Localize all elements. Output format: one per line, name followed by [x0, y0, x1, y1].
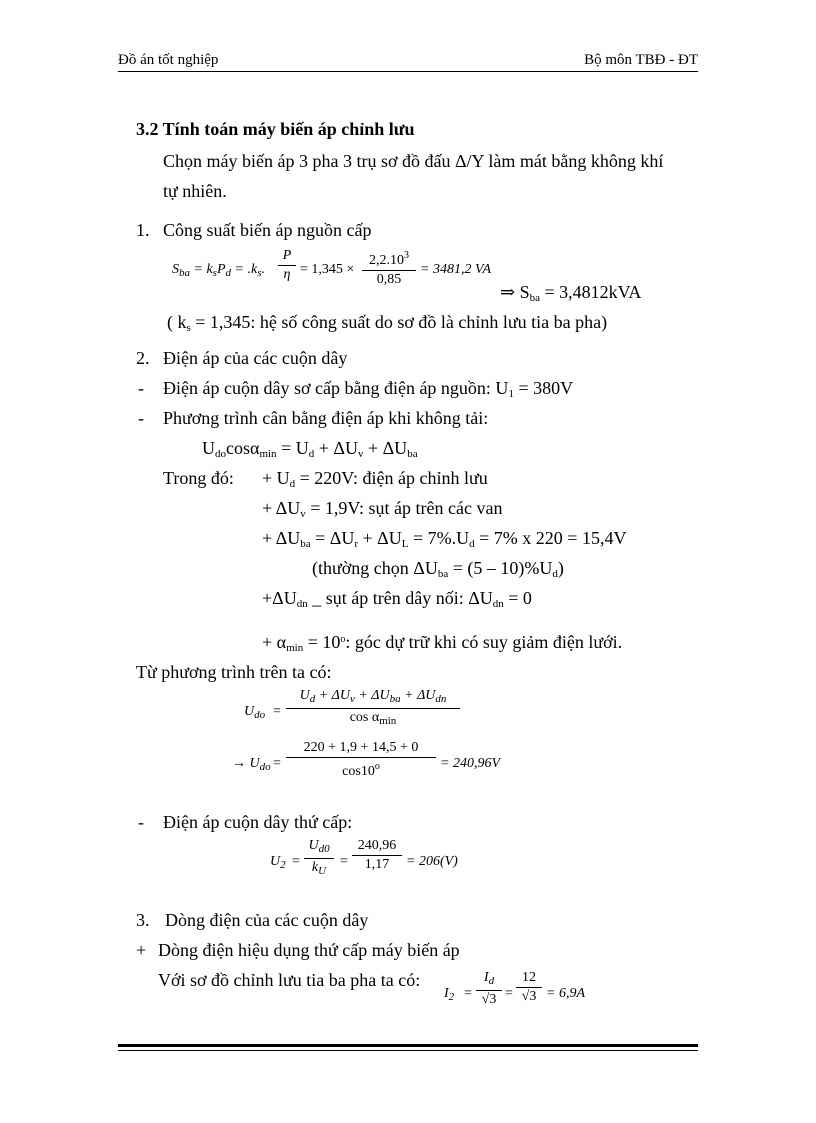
secondary-voltage-heading: Điện áp cuộn dây thứ cấp:: [163, 812, 353, 832]
from-equation: Từ phương trình trên ta có:: [136, 662, 332, 682]
header-left: Đồ án tốt nghiệp: [118, 52, 219, 68]
item2-number: 2.: [136, 348, 150, 368]
where-ud: + $U_d = 220V$: điện áp chỉnh lưu: [262, 468, 488, 490]
bullet-dash: -: [138, 812, 144, 832]
where-udn: $+\Delta U_{dn}$ _ sụt áp trên dây nối: $\Delta U_{dn} = 0$: [262, 588, 532, 610]
bullet-dash: -: [138, 408, 144, 428]
power-note: ( $k_s = 1,345$: hệ số công suất do sơ đồ là chỉnh lưu tia ba pha): [167, 312, 608, 334]
item1-title: Công suất biến áp nguồn cấp: [163, 220, 372, 240]
where-label: Trong đó:: [163, 468, 234, 488]
where-alpha: + $\alpha_{min} = 10^o$: góc dự trữ khi có suy giảm điện lưới.: [262, 632, 623, 654]
where-uba-note: (thường chọn $\Delta U_{ba} = (5 - 10)\%U_d$): [312, 558, 564, 580]
item3-number: 3.: [136, 910, 150, 930]
primary-voltage: Điện áp cuộn dây sơ cấp bằng điện áp nguồn: $U_1 = 380V$: [163, 378, 574, 400]
where-uba: + $\Delta U_{ba} = \Delta U_r + \Delta U_L = 7\%.U_d = 7\%$ x 220 = 15,4V: [262, 528, 627, 550]
header-right: Bộ môn TBĐ - ĐT: [584, 52, 698, 68]
intro-line-2: tự nhiên.: [163, 181, 227, 201]
item1-number: 1.: [136, 220, 150, 240]
power-result: ⇒ $S_{ba} = 3,4812kVA$: [500, 282, 642, 304]
item2-title: Điện áp của các cuộn dây: [163, 348, 348, 368]
current-intro: Với sơ đồ chỉnh lưu tia ba pha ta có:: [158, 970, 421, 990]
item3-title: Dòng điện của các cuộn dây: [165, 910, 369, 930]
where-uv: + $\Delta U_v = 1,9V$: sụt áp trên các van: [262, 498, 503, 520]
bullet-dash: -: [138, 378, 144, 398]
balance-heading: Phương trình cân bằng điện áp khi không tải:: [163, 408, 489, 428]
bullet-plus: +: [136, 940, 147, 960]
balance-equation: $U_{do}\cos\alpha_{min} = U_d + \Delta U_v + \Delta U_{ba}$: [202, 438, 418, 460]
header-rule: [118, 71, 698, 72]
footer-rule-thick: [118, 1044, 698, 1047]
intro-line-1: Chọn máy biến áp 3 pha 3 trụ sơ đồ đấu Δ/Y làm mát bằng không khí: [163, 151, 664, 171]
section-title: 3.2 Tính toán máy biến áp chỉnh lưu: [136, 119, 415, 139]
current-heading: Dòng điện hiệu dụng thứ cấp máy biến áp: [158, 940, 460, 960]
footer-rule-thin: [118, 1050, 698, 1051]
